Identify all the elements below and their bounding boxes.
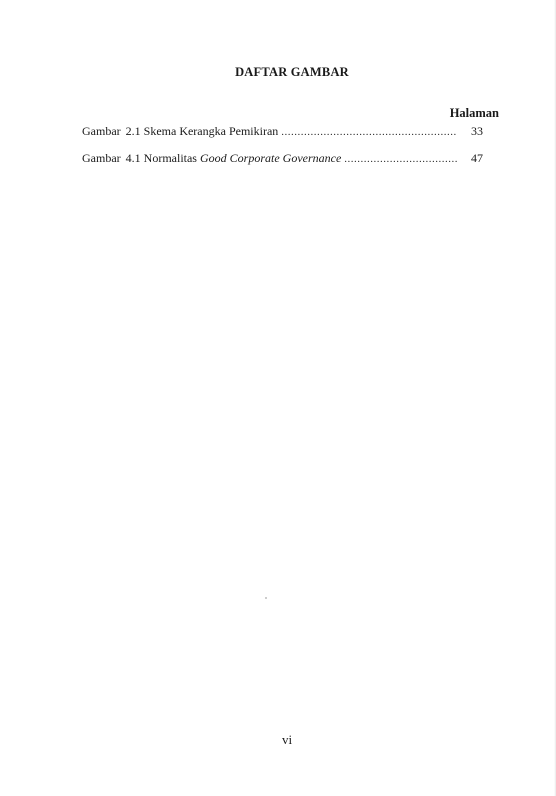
scan-speck	[265, 597, 267, 599]
dot-leader	[344, 153, 457, 165]
figure-label: Gambar	[82, 151, 121, 165]
dot-leader	[281, 126, 457, 138]
toc-page-number: 47	[471, 151, 483, 165]
toc-entry-caption	[82, 151, 341, 166]
page-title: DAFTAR GAMBAR	[235, 65, 349, 79]
toc-page-number: 33	[471, 124, 483, 138]
toc-entry	[82, 124, 483, 140]
toc-entry-caption	[82, 124, 278, 139]
figure-label: Gambar	[82, 124, 121, 138]
figure-number: 2.1	[125, 124, 141, 138]
figure-number: 4.1	[125, 151, 141, 165]
toc-entry	[82, 151, 483, 167]
figure-caption: Normalitas	[143, 151, 200, 165]
figure-caption: Skema Kerangka Pemikiran	[143, 124, 279, 138]
figure-caption-italic: Good Corporate Governance	[199, 151, 342, 165]
page-number: vi	[281, 732, 293, 747]
page-column-header: Halaman	[449, 106, 499, 120]
